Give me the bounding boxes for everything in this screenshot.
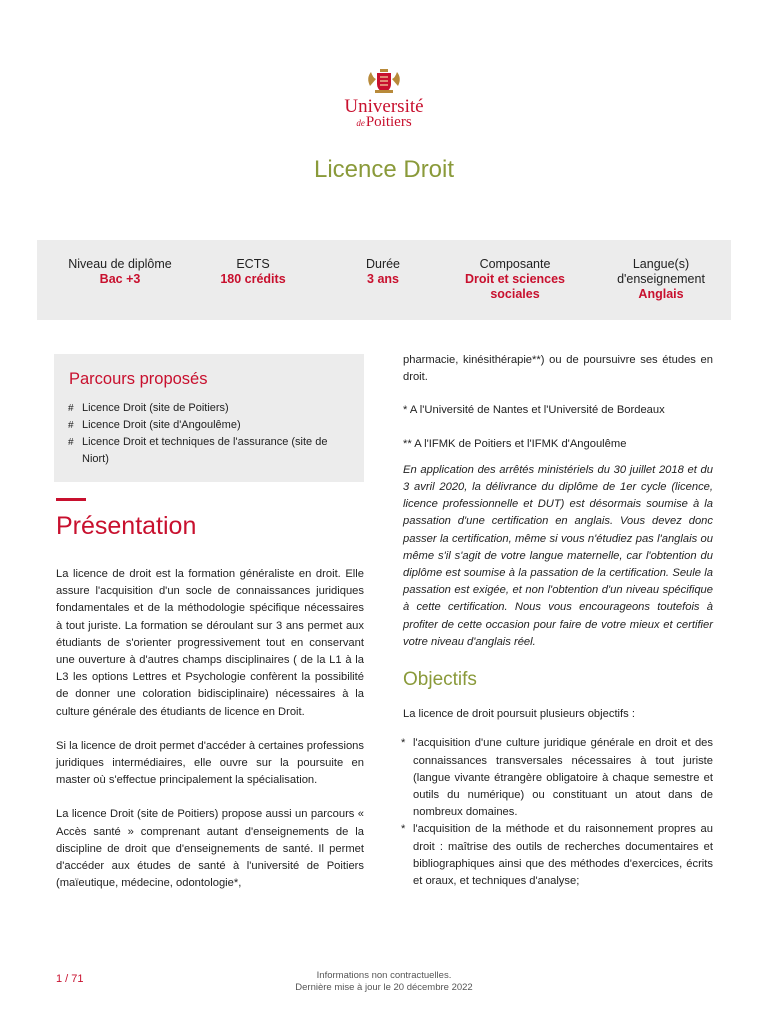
hash-icon: # bbox=[68, 420, 74, 431]
footnote: * A l'Université de Nantes et l'Université de Bordeaux bbox=[403, 404, 665, 417]
paragraph: Si la licence de droit permet d'accéder à certaines professions juridiques intermédiaires, elle ouvre sur la poursuite en master où s'effectue principalement la spécialisation. bbox=[56, 739, 364, 787]
hash-icon: # bbox=[68, 437, 74, 448]
parcours-title: Parcours proposés bbox=[69, 370, 208, 388]
university-logo bbox=[336, 66, 432, 130]
presentation-text bbox=[56, 566, 364, 909]
certification-notice: En application des arrêtés ministériels du 30 juillet 2018 et du 3 avril 2020, la délivrance du diplôme de 1er cycle (licence, licence professionnelle et DUT) est désormais soumise à la passation d'une certification en anglais. Vous devez donc passer la certification, même si vous n'étudiez pas l'anglais ou même s'il s'agit de votre langue maternelle, car l'obtention du diplôme est soumise à la passation de la certification. Seule la passation est exigée, et non l'obtention d'un niveau spécifique à cette certification. Nous vous encourageons toutefois à profiter de cette occasion pour faire de votre mieux et certifier votre niveau d'anglais réel. bbox=[403, 463, 713, 648]
footer-line1: Informations non contractuelles. bbox=[316, 970, 452, 981]
paragraph: La licence de droit est la formation généraliste en droit. Elle assure l'acquisition d'un socle de connaissances juridiques fondamentales et de la méthodologie spécifique nécessaires à tout juriste. La formation se déroulant sur 3 ans permet aux étudiants de s'orienter progressivement tout en conservant une ouverture à d'autres champs disciplinaires ( de la L1 à la L3 les options Lettres et Psychologie confèrent la possibilité de donner une coloration bidisciplinaire) nécessaires à la culture générale des étudiants de licence en Droit. bbox=[56, 568, 364, 718]
paragraph: La licence Droit (site de Poitiers) propose aussi un parcours « Accès santé » comprenant autant d'enseignements de la discipline de droit que d'enseignements de santé. Il permet d'accéder aux études de santé à l'université de Poitiers (maïeutique, médecine, odontologie*, bbox=[56, 808, 364, 890]
list-item: * l'acquisition de la méthode et du raisonnement propres au droit : maîtrise des outils de recherches documentaires et bibliographiques ainsi que des méthodes d'exercices, écrits et oraux, et techniques d'analyse; bbox=[401, 823, 713, 888]
asterisk-icon: * bbox=[401, 737, 406, 750]
parcours-box bbox=[54, 354, 364, 482]
info-niveau: Niveau de diplôme Bac +3 bbox=[68, 257, 172, 286]
page-title: Licence Droit bbox=[313, 156, 455, 183]
objectifs-list bbox=[403, 735, 713, 890]
footnote: ** A l'IFMK de Poitiers et l'IFMK d'Angoulême bbox=[403, 437, 627, 450]
objectifs-title: Objectifs bbox=[403, 669, 477, 691]
hash-icon: # bbox=[68, 403, 74, 414]
page-number: 1 / 71 bbox=[56, 973, 84, 985]
presentation-title: Présentation bbox=[56, 512, 197, 540]
logo-line2: dePoitiers bbox=[356, 114, 412, 130]
list-item: # Licence Droit (site de Poitiers) bbox=[68, 400, 350, 417]
crest-icon bbox=[364, 66, 404, 96]
asterisk-icon: * bbox=[401, 823, 406, 836]
paragraph: pharmacie, kinésithérapie**) ou de poursuivre ses études en droit. bbox=[403, 354, 713, 384]
logo-line1: Université bbox=[344, 96, 424, 117]
list-item: * l'acquisition d'une culture juridique générale en droit et des connaissances transversales nécessaires à tout juriste (langue vivante étrangère obligatoire à chaque semestre et outils du numérique) ou constituant un atout dans de nombreux domaines. bbox=[401, 737, 713, 819]
info-ects: ECTS 180 crédits bbox=[220, 257, 286, 286]
info-composante: Composante Droit et sciences sociales bbox=[464, 257, 566, 301]
objectifs-intro: La licence de droit poursuit plusieurs objectifs : bbox=[403, 708, 635, 721]
footer-line2: Dernière mise à jour le 20 décembre 2022 bbox=[295, 982, 473, 993]
footer bbox=[0, 970, 768, 994]
list-item: # Licence Droit et techniques de l'assurance (site de Niort) bbox=[68, 436, 328, 465]
info-langue: Langue(s) d'enseignement Anglais bbox=[617, 257, 705, 301]
info-duree: Durée 3 ans bbox=[365, 257, 401, 286]
parcours-list bbox=[68, 400, 350, 468]
right-column bbox=[403, 352, 713, 890]
list-item: # Licence Droit (site d'Angoulême) bbox=[68, 417, 350, 434]
info-bar bbox=[37, 240, 731, 320]
section-accent-bar bbox=[56, 498, 86, 501]
